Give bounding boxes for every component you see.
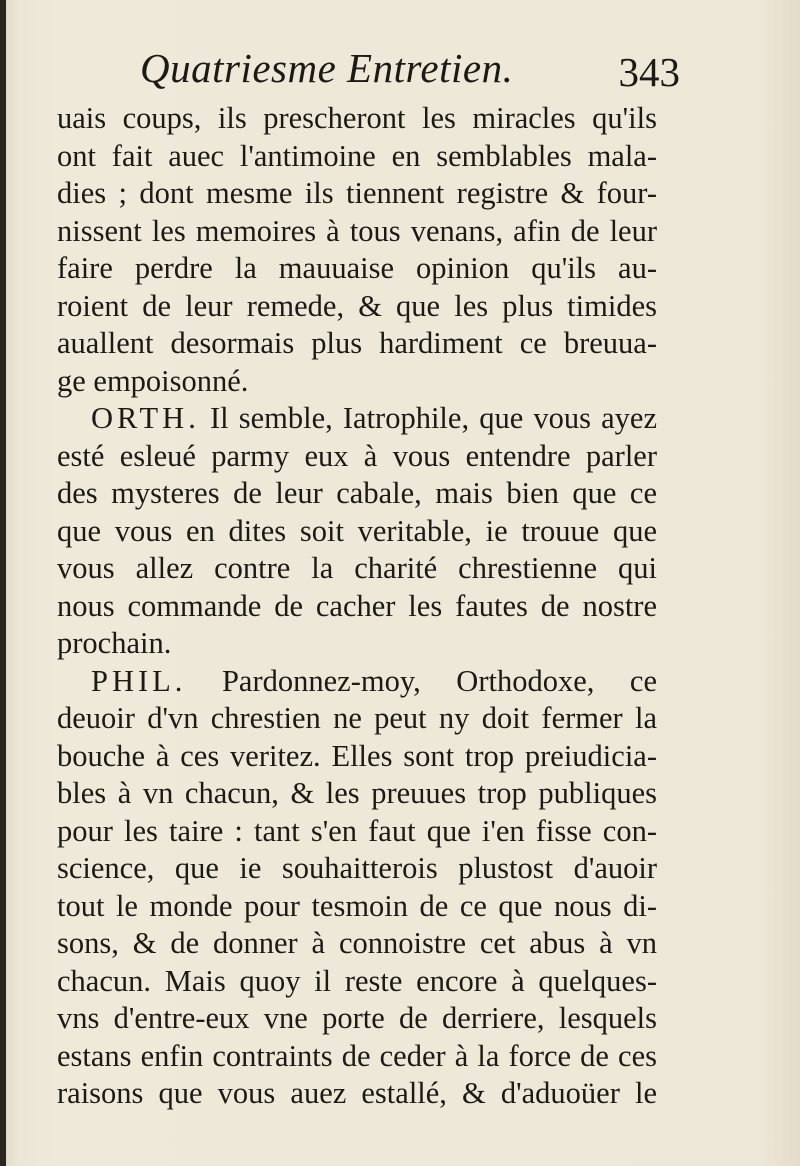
text-line — [57, 550, 657, 588]
line-text: faire perdre la mauuaise opinion qu'ils au- — [57, 251, 657, 285]
text-line — [57, 663, 657, 701]
line-text: que vous en dites soit veritable, ie trouue que — [57, 513, 657, 548]
speaker-label: PHIL. — [91, 663, 187, 698]
line-text: ont fait auec l'antimoine en semblables mala- — [57, 138, 657, 173]
line-text: uais coups, ils prescheront les miracles qu'ils — [57, 101, 657, 135]
text-line — [57, 850, 657, 888]
line-text: auallent desormais plus hardiment ce breuua- — [57, 326, 657, 360]
text-line — [57, 513, 657, 551]
line-text: prochain. — [57, 626, 172, 660]
text-line — [57, 100, 657, 138]
line-text: Il semble, Iatrophile, que vous ayez — [209, 401, 657, 435]
text-line — [57, 625, 657, 663]
text-line — [57, 1075, 657, 1113]
text-line — [57, 1038, 657, 1076]
line-text: chacun. Mais quoy il reste encore à quelques- — [57, 963, 657, 998]
text-line — [57, 475, 657, 513]
text-line — [57, 738, 657, 776]
line-text: ge empoisonné. — [57, 363, 249, 398]
line-text: deuoir d'vn chrestien ne peut ny doit fermer la — [57, 701, 657, 735]
page-header — [140, 44, 680, 104]
text-line — [57, 438, 657, 476]
text-line — [57, 325, 657, 363]
page-gutter-shadow — [0, 0, 6, 1166]
text-line — [57, 250, 657, 288]
running-title: Quatriesme Entretien. — [140, 45, 514, 91]
text-line — [57, 963, 657, 1001]
line-text: raisons que vous auez estallé, & d'aduoüer le — [57, 1076, 657, 1110]
speaker-label: ORTH. — [91, 401, 200, 435]
text-line — [57, 400, 657, 438]
line-text: bles à vn chacun, & les preuues trop publiques — [57, 776, 657, 810]
line-text: roient de leur remede, & que les plus timides — [57, 288, 657, 323]
line-text: vns d'entre-eux vne porte de derriere, lesquels — [57, 1001, 657, 1035]
line-text: bouche à ces veritez. Elles sont trop preiudicia- — [57, 738, 657, 773]
line-text: sons, & de donner à connoistre cet abus à vn — [57, 926, 657, 960]
text-line — [57, 888, 657, 926]
line-text: nous commande de cacher les fautes de nostre — [57, 588, 657, 623]
text-line — [57, 213, 657, 251]
text-line — [57, 288, 657, 326]
line-text: Pardonnez-moy, Orthodoxe, ce — [221, 663, 657, 698]
text-line — [57, 175, 657, 213]
line-text: des mysteres de leur cabale, mais bien que ce — [57, 476, 657, 510]
line-text: estans enfin contraints de ceder à la force de ces — [57, 1038, 657, 1073]
text-line — [57, 1000, 657, 1038]
line-text: esté esleué parmy eux à vous entendre parler — [57, 438, 657, 473]
text-line — [57, 925, 657, 963]
text-line — [57, 363, 657, 401]
text-line — [57, 775, 657, 813]
line-text: tout le monde pour tesmoin de ce que nous di- — [57, 888, 657, 923]
text-line — [57, 700, 657, 738]
line-text: science, que ie souhaitterois plustost d'auoir — [57, 851, 657, 885]
text-line — [57, 813, 657, 851]
line-text: vous allez contre la charité chrestienne qui — [57, 551, 657, 585]
line-text: nissent les memoires à tous venans, afin de leur — [57, 213, 657, 248]
body-text — [57, 100, 657, 1113]
text-line — [57, 588, 657, 626]
page-number: 343 — [618, 49, 680, 95]
text-line — [57, 138, 657, 176]
line-text: dies ; dont mesme ils tiennent registre & four- — [57, 176, 657, 210]
line-text: pour les taire : tant s'en faut que i'en fisse con- — [57, 813, 657, 848]
